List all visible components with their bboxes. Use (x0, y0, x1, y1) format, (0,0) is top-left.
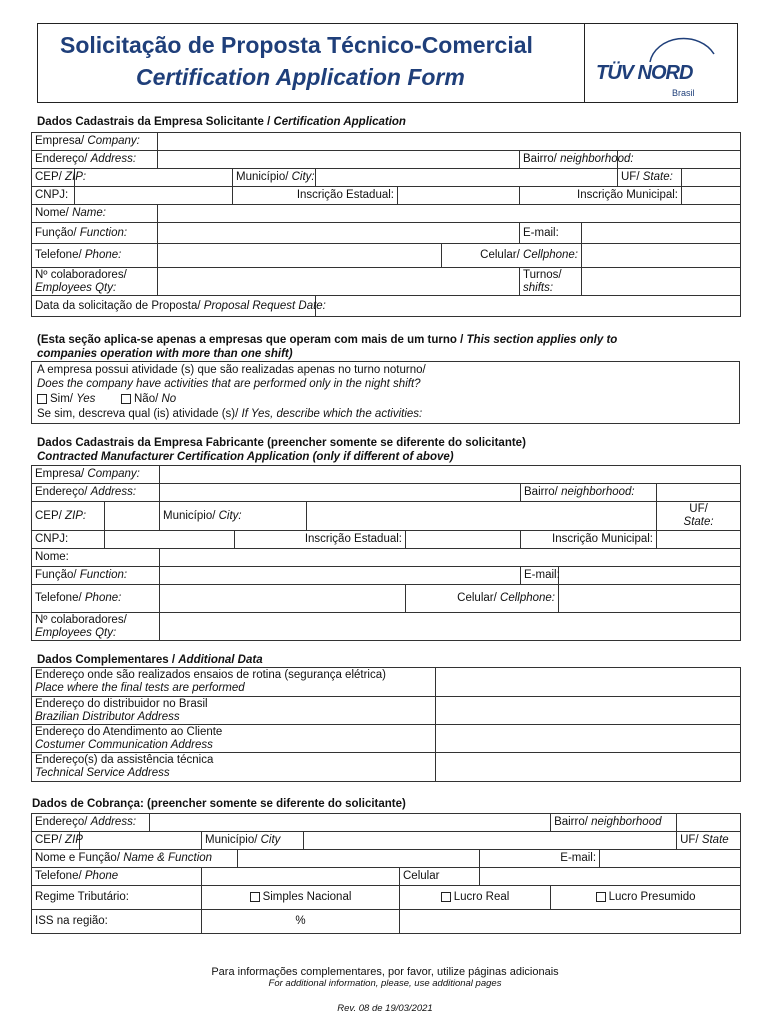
mfr-function-label: Função/ Function: (32, 567, 160, 585)
iss-blank-field[interactable] (400, 910, 741, 934)
section3-heading: Dados Cadastrais da Empresa Fabricante (preencher somente se diferente do solicitante) (37, 437, 526, 449)
mfr-phone-field[interactable] (160, 585, 406, 613)
cellphone-label: Celular/ Cellphone: (442, 244, 582, 268)
footer-note-pt: Para informações complementares, por favor, utilize páginas adicionais (211, 966, 559, 978)
technical-service-label: Endereço(s) da assistência técnica Technical Service Address (32, 753, 436, 782)
mfr-cellphone-label: Celular/ Cellphone: (406, 585, 559, 613)
revision-label: Rev. 08 de 19/03/2021 (337, 1003, 433, 1014)
billing-email-field[interactable] (600, 850, 741, 868)
address-label: Endereço/ Address: (32, 151, 158, 169)
function-label: Função/ Function: (32, 223, 158, 244)
billing-city-field[interactable] (304, 832, 677, 850)
request-date-field[interactable] (316, 296, 741, 317)
mfr-phone-label: Telefone/ Phone: (32, 585, 160, 613)
night-shift-question-en: Does the company have activities that are performed only in the night shift? (37, 378, 421, 390)
shifts-label: Turnos/ shifts: (520, 268, 582, 296)
tuv-nord-logo: TÜV NORD (596, 62, 693, 84)
manufacturer-table (31, 465, 741, 641)
municipal-registration-field[interactable] (682, 187, 741, 205)
billing-cellphone-label: Celular (400, 868, 480, 886)
section2-heading-cont: companies operation with more than one shift) (37, 348, 293, 360)
logo-subtitle: Brasil (672, 88, 695, 98)
section3-heading-en: Contracted Manufacturer Certification Application (only if different of above) (37, 451, 454, 463)
distributor-label: Endereço do distribuidor no Brasil Brazilian Distributor Address (32, 697, 436, 725)
city-field[interactable] (316, 169, 618, 187)
section2-heading: (Esta seção aplica-se apenas a empresas que operam com mais de um turno / This section applies only to (37, 334, 618, 346)
municipal-registration-label: Inscrição Municipal: (520, 187, 682, 205)
billing-zip-label: CEP/ ZIP (32, 832, 80, 850)
neighborhood-field[interactable] (618, 151, 741, 169)
distributor-field[interactable] (436, 697, 741, 725)
mfr-email-label: E-mail: (521, 567, 559, 585)
name-field[interactable] (158, 205, 741, 223)
billing-address-label: Endereço/ Address: (32, 814, 150, 832)
state-label: UF/ State: (618, 169, 682, 187)
mfr-employees-label: Nº colaboradores/ Employees Qty: (32, 613, 160, 641)
mfr-company-label: Empresa/ Company: (32, 466, 160, 484)
address-field[interactable] (158, 151, 520, 169)
state-registration-label: Inscrição Estadual: (233, 187, 398, 205)
no-checkbox[interactable] (121, 394, 131, 404)
cnpj-field[interactable] (75, 187, 233, 205)
title-pt: Solicitação de Proposta Técnico-Comercial (60, 32, 533, 58)
mfr-cellphone-field[interactable] (559, 585, 741, 613)
iss-label: ISS na região: (32, 910, 202, 934)
mfr-state-registration-field[interactable] (406, 531, 521, 549)
applicant-table (31, 132, 741, 317)
billing-address-field[interactable] (150, 814, 551, 832)
simples-checkbox[interactable] (250, 892, 260, 902)
lucro-real-checkbox[interactable] (441, 892, 451, 902)
header-divider (584, 23, 585, 103)
billing-cellphone-field[interactable] (480, 868, 741, 886)
billing-neighborhood-field[interactable] (677, 814, 741, 832)
lucro-presumido-option[interactable]: Lucro Presumido (551, 886, 741, 910)
mfr-address-field[interactable] (160, 484, 521, 502)
no-option[interactable]: Não/ No (121, 393, 176, 405)
billing-table (31, 813, 741, 934)
state-field[interactable] (682, 169, 741, 187)
mfr-city-field[interactable] (307, 502, 657, 531)
billing-name-label: Nome e Função/ Name & Function (32, 850, 238, 868)
request-date-label: Data da solicitação de Proposta/ Proposal Request Date: (32, 296, 316, 317)
phone-label: Telefone/ Phone: (32, 244, 158, 268)
describe-activities-label: Se sim, descreva qual (is) atividade (s)/ If Yes, describe which the activities: (37, 408, 423, 420)
neighborhood-label: Bairro/ neighborhood: (520, 151, 618, 169)
title-en: Certification Application Form (136, 64, 465, 90)
billing-phone-field[interactable] (202, 868, 400, 886)
mfr-state-label: UF/ State: (657, 502, 741, 531)
zip-label: CEP/ ZIP: (32, 169, 75, 187)
cnpj-label: CNPJ: (32, 187, 75, 205)
billing-name-field[interactable] (238, 850, 480, 868)
footer-note-en: For additional information, please, use additional pages (268, 978, 502, 989)
yes-option[interactable]: Sim/ Yes (37, 393, 95, 405)
cellphone-field[interactable] (582, 244, 741, 268)
mfr-function-field[interactable] (160, 567, 521, 585)
mfr-email-field[interactable] (559, 567, 741, 585)
lucro-real-option[interactable]: Lucro Real (400, 886, 551, 910)
billing-phone-label: Telefone/ Phone (32, 868, 202, 886)
billing-neighborhood-label: Bairro/ neighborhood (551, 814, 677, 832)
mfr-zip-label: CEP/ ZIP: (32, 502, 105, 531)
mfr-employees-field[interactable] (160, 613, 741, 641)
section1-heading: Dados Cadastrais da Empresa Solicitante / Certification Application (37, 116, 406, 128)
routine-tests-label: Endereço onde são realizados ensaios de rotina (segurança elétrica) Place where the final tests are performed (32, 668, 436, 697)
mfr-cnpj-field[interactable] (105, 531, 235, 549)
technical-service-field[interactable] (436, 753, 741, 782)
state-registration-field[interactable] (398, 187, 520, 205)
mfr-name-field[interactable] (160, 549, 741, 567)
simples-nacional-option[interactable]: Simples Nacional (202, 886, 400, 910)
customer-service-label: Endereço do Atendimento ao Cliente Costumer Communication Address (32, 725, 436, 753)
mfr-company-field[interactable] (160, 466, 741, 484)
mfr-cnpj-label: CNPJ: (32, 531, 105, 549)
billing-zip-field[interactable] (80, 832, 202, 850)
billing-city-label: Município/ City (202, 832, 304, 850)
mfr-neighborhood-label: Bairro/ neighborhood: (521, 484, 657, 502)
mfr-zip-field[interactable] (105, 502, 160, 531)
function-field[interactable] (158, 223, 520, 244)
section4-heading: Dados Complementares / Additional Data (37, 654, 263, 666)
mfr-address-label: Endereço/ Address: (32, 484, 160, 502)
name-label: Nome/ Name: (32, 205, 158, 223)
section5-heading: Dados de Cobrança: (preencher somente se diferente do solicitante) (32, 798, 406, 810)
billing-state-label: UF/ State (677, 832, 741, 850)
city-label: Município/ City: (233, 169, 316, 187)
shifts-field[interactable] (582, 268, 741, 296)
additional-data-table (31, 667, 741, 782)
company-field[interactable] (158, 133, 741, 151)
zip-field[interactable] (75, 169, 233, 187)
yes-checkbox[interactable] (37, 394, 47, 404)
email-field[interactable] (582, 223, 741, 244)
phone-field[interactable] (158, 244, 442, 268)
employees-label: Nº colaboradores/ Employees Qty: (32, 268, 158, 296)
billing-email-label: E-mail: (480, 850, 600, 868)
lucro-presumido-checkbox[interactable] (596, 892, 606, 902)
mfr-city-label: Município/ City: (160, 502, 307, 531)
routine-tests-field[interactable] (436, 668, 741, 697)
mfr-municipal-registration-field[interactable] (657, 531, 741, 549)
email-label: E-mail: (520, 223, 582, 244)
tax-regime-label: Regime Tributário: (32, 886, 202, 910)
mfr-neighborhood-field[interactable] (657, 484, 741, 502)
customer-service-field[interactable] (436, 725, 741, 753)
mfr-municipal-registration-label: Inscrição Municipal: (521, 531, 657, 549)
night-shift-question-pt: A empresa possui atividade (s) que são realizadas apenas no turno noturno/ (37, 364, 426, 376)
company-label: Empresa/ Company: (32, 133, 158, 151)
mfr-state-registration-label: Inscrição Estadual: (235, 531, 406, 549)
mfr-name-label: Nome: (32, 549, 160, 567)
iss-percent-field[interactable]: % (202, 910, 400, 934)
employees-field[interactable] (158, 268, 520, 296)
